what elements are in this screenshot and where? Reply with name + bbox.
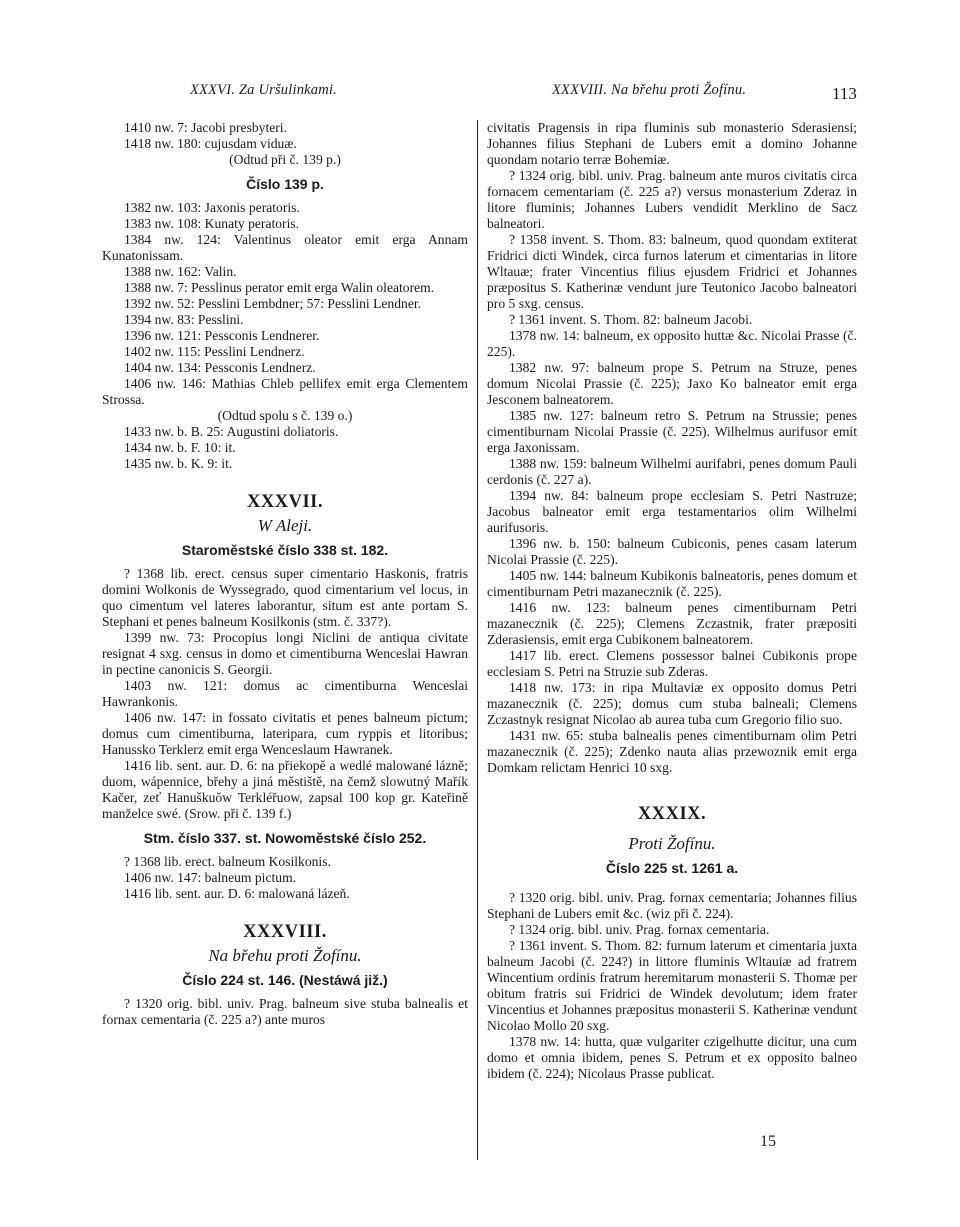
entry-paragraph: ? 1324 orig. bibl. univ. Prag. balneum ante muros civitatis circa fornacem cementariam (č. 225 a?) versus monasterium Zderaz in litore fluminis; Johannes Lubers vendidit Merklino de Sacz balneatori. — [487, 168, 857, 231]
entry-paragraph: 1399 nw. 73: Procopius longi Niclini de antiqua civitate resignat 4 sxg. census in domo et cimentiburna Wenceslai Hawran in pectine canonicis S. Georgii. — [102, 630, 468, 677]
section-heading: Číslo 224 st. 146. (Nestáwá již.) — [182, 972, 388, 988]
entry-paragraph: 1385 nw. 127: balneum retro S. Petrum na Strussie; penes cimentiburnam Nicolai Prassie (č. 225). Wilhelmus aurifusor emit erga Jaxonissam. — [487, 408, 857, 455]
chapter-number: XXXVIII. — [243, 922, 327, 942]
entry-paragraph: 1406 nw. 147: in fossato civitatis et penes balneum pictum; domus cum cimentiburna, lateripara, cum ryppis et litoribus; Hanussko Terklerz emit erga Wenceslaum Hawranek. — [102, 710, 468, 757]
entry-line: ? 1368 lib. erect. balneum Kosilkonis. — [124, 854, 331, 869]
entry-line: ? 1324 orig. bibl. univ. Prag. fornax cementaria. — [509, 922, 770, 937]
entry-line: 1396 nw. 121: Pessconis Lendnerer. — [124, 328, 320, 343]
entry-paragraph: 1382 nw. 97: balneum prope S. Petrum na Struze, penes domum Nicolai Prassie (č. 225); Jaxo Ko balneator emit erga Jesconem balneatorem. — [487, 360, 857, 407]
entry-paragraph: 1378 nw. 14: balneum, ex opposito huttæ &c. Nicolai Prasse (č. 225). — [487, 328, 857, 359]
source-note: (Odtud spolu s č. 139 o.) — [217, 408, 353, 423]
chapter-number: XXXIX. — [637, 804, 707, 824]
entry-paragraph: civitatis Pragensis in ripa fluminis sub monasterio Sderasiensi; Johannes filius Stephani de Lubers emit a domino Johanne quondam notario terræ Bohemiæ. — [487, 120, 857, 167]
entry-line: 1404 nw. 134: Pessconis Lendnerz. — [124, 360, 316, 375]
entry-line: 1392 nw. 52: Pesslini Lembdner; 57: Pesslini Lendner. — [124, 296, 422, 311]
page-number: 113 — [832, 84, 857, 103]
chapter-title: Proti Žofínu. — [628, 834, 716, 853]
entry-line: 1388 nw. 162: Valin. — [124, 264, 237, 279]
entry-paragraph: 1378 nw. 14: hutta, quæ vulgariter czigelhutte dicitur, una cum domo et omnia ibidem, penes S. Petrum et ex opposito balneo ibidem (č. 224); Nicolaus Prasse publicat. — [487, 1034, 857, 1081]
entry-line: 1383 nw. 108: Kunaty peratoris. — [124, 216, 300, 231]
entry-paragraph: 1396 nw. b. 150: balneum Cubiconis, penes casam laterum Nicolai Prassie (č. 225). — [487, 536, 857, 567]
running-head-left: XXXVI. Za Uršulinkami. — [190, 82, 337, 98]
entry-paragraph: 1394 nw. 84: balneum prope ecclesiam S. Petri Nastruze; Jacobus balneator emit erga testamentarios olim Wilhelmi aurifusoris. — [487, 488, 857, 535]
chapter-title: Na břehu proti Žofínu. — [208, 946, 362, 965]
section-heading: Číslo 139 p. — [246, 176, 324, 192]
entry-line: 1434 nw. b. F. 10: it. — [124, 440, 236, 455]
entry-line: 1394 nw. 83: Pesslini. — [124, 312, 244, 327]
entry-line: 1384 nw. 124: Valentinus oleator emit erga Annam Kunatonissam. — [102, 232, 468, 263]
entry-paragraph: ? 1361 invent. S. Thom. 82: furnum laterum et cimentaria juxta balneum Jacobi (č. 224?) in littore fluminis Wltauiæ ad fratrem Wincentium ordinis fratrum heremitarum monasterii S. Thomæ per obitum fratris sui Fridrici de Windek devolutum; idem frater Vincentius et Johannes præpositus monasterii S. Katherinæ vendunt Nicolao Mollo 20 sxg. — [487, 938, 857, 1033]
entry-line: 1406 nw. 146: Mathias Chleb pellifex emit erga Clementem Strossa. — [102, 376, 468, 407]
entry-paragraph: 1417 lib. erect. Clemens possessor balnei Cubikonis prope ecclesiam S. Petri na Struzie sub Zderas. — [487, 648, 857, 679]
entry-line: 1406 nw. 147: balneum pictum. — [124, 870, 297, 885]
entry-paragraph: 1416 nw. 123: balneum penes cimentiburnam Petri mazanecznik (č. 225); Clemens Zczastnik, frater præpositi Zderasiensis, emit erga Cubikonem balneatorem. — [487, 600, 857, 647]
entry-line: 1388 nw. 7: Pesslinus perator emit erga Walin oleatorem. — [124, 280, 435, 295]
chapter-number: XXXVII. — [247, 492, 323, 512]
entry-line: 1382 nw. 103: Jaxonis peratoris. — [124, 200, 300, 215]
entry-paragraph: ? 1358 invent. S. Thom. 83: balneum, quod quondam extiterat Fridrici dicti Windek, circa furnos laterum et cimentarias in litore Wltauæ; frater Vincentius filius ejusdem Fridrici et Johannes præpositus S. Katherinæ vendunt jure Teutonico Jacobo balneatori pro 5 sxg. census. — [487, 232, 857, 311]
column-divider — [477, 120, 478, 1160]
left-column — [102, 120, 468, 1028]
running-head-right: XXXVIII. Na břehu proti Žofínu. — [552, 82, 747, 98]
source-note: (Odtud při č. 139 p.) — [229, 152, 341, 167]
entry-line: 1416 lib. sent. aur. D. 6: malowaná lázeň. — [124, 886, 350, 901]
entry-paragraph: 1418 nw. 173: in ripa Multaviæ ex opposito domus Petri mazanecznik (č. 225); domus cum stuba balneali; Clemens Zczastnyk resignat Nicolao ab aurea tuba cum Gregorio filio suo. — [487, 680, 857, 727]
signature-mark: 15 — [760, 1133, 776, 1150]
section-heading: Číslo 225 st. 1261 a. — [605, 860, 739, 876]
entry-line: 1410 nw. 7: Jacobi presbyteri. — [124, 120, 287, 135]
entry-line: 1402 nw. 115: Pesslini Lendnerz. — [124, 344, 305, 359]
entry-paragraph: ? 1320 orig. bibl. univ. Prag. fornax cementaria; Johannes filius Stephani de Lubers emit &c. (wiz při č. 224). — [487, 890, 857, 921]
entry-paragraph: ? 1368 lib. erect. census super cimentario Haskonis, fratris domini Wolkonis de Wyssegrado, quod cimentarium vel locus, in quo cimentum vel lateres laborantur, situm est ante portam S. Stephani et penes balneum Kosilkonis (stm. č. 337?). — [102, 566, 468, 629]
right-column — [487, 120, 857, 1082]
entry-paragraph: 1431 nw. 65: stuba balnealis penes cimentiburnam olim Petri mazanecznik (č. 225); Zdenko nauta alias przewoznik emit erga Domkam relictam Henrici 10 sxg. — [487, 728, 857, 775]
chapter-title: W Aleji. — [257, 516, 313, 535]
entry-line: ? 1361 invent. S. Thom. 82: balneum Jacobi. — [509, 312, 753, 327]
entry-paragraph: 1403 nw. 121: domus ac cimentiburna Wenceslai Hawrankonis. — [102, 678, 468, 709]
entry-line: 1418 nw. 180: cujusdam viduæ. — [124, 136, 297, 151]
entry-line: 1435 nw. b. K. 9: it. — [124, 456, 233, 471]
entry-paragraph: ? 1320 orig. bibl. univ. Prag. balneum sive stuba balnealis et fornax cementaria (č. 225 a?) ante muros — [102, 996, 468, 1027]
entry-line: 1433 nw. b. B. 25: Augustini doliatoris. — [124, 424, 339, 439]
section-heading: Stm. číslo 337. st. Nowoměstské číslo 252. — [143, 830, 427, 846]
entry-paragraph: 1405 nw. 144: balneum Kubikonis balneatoris, penes domum et cimentiburnam Petri mazanecznik (č. 225). — [487, 568, 857, 599]
entry-paragraph: 1388 nw. 159: balneum Wilhelmi aurifabri, penes domum Pauli cerdonis (č. 227 a). — [487, 456, 857, 487]
section-heading: Staroměstské číslo 338 st. 182. — [181, 542, 389, 558]
entry-paragraph: 1416 lib. sent. aur. D. 6: na přiekopě a wedlé malowané lázně; duom, wápennice, břehy a jiná městiště, na čemž slowutný Mařík Kačer, zeť Hanuškuǒw Terkléřuow, zapsal 100 kop gr. Kateřině manželce swé. (Srow. při č. 139 f.) — [102, 758, 468, 821]
